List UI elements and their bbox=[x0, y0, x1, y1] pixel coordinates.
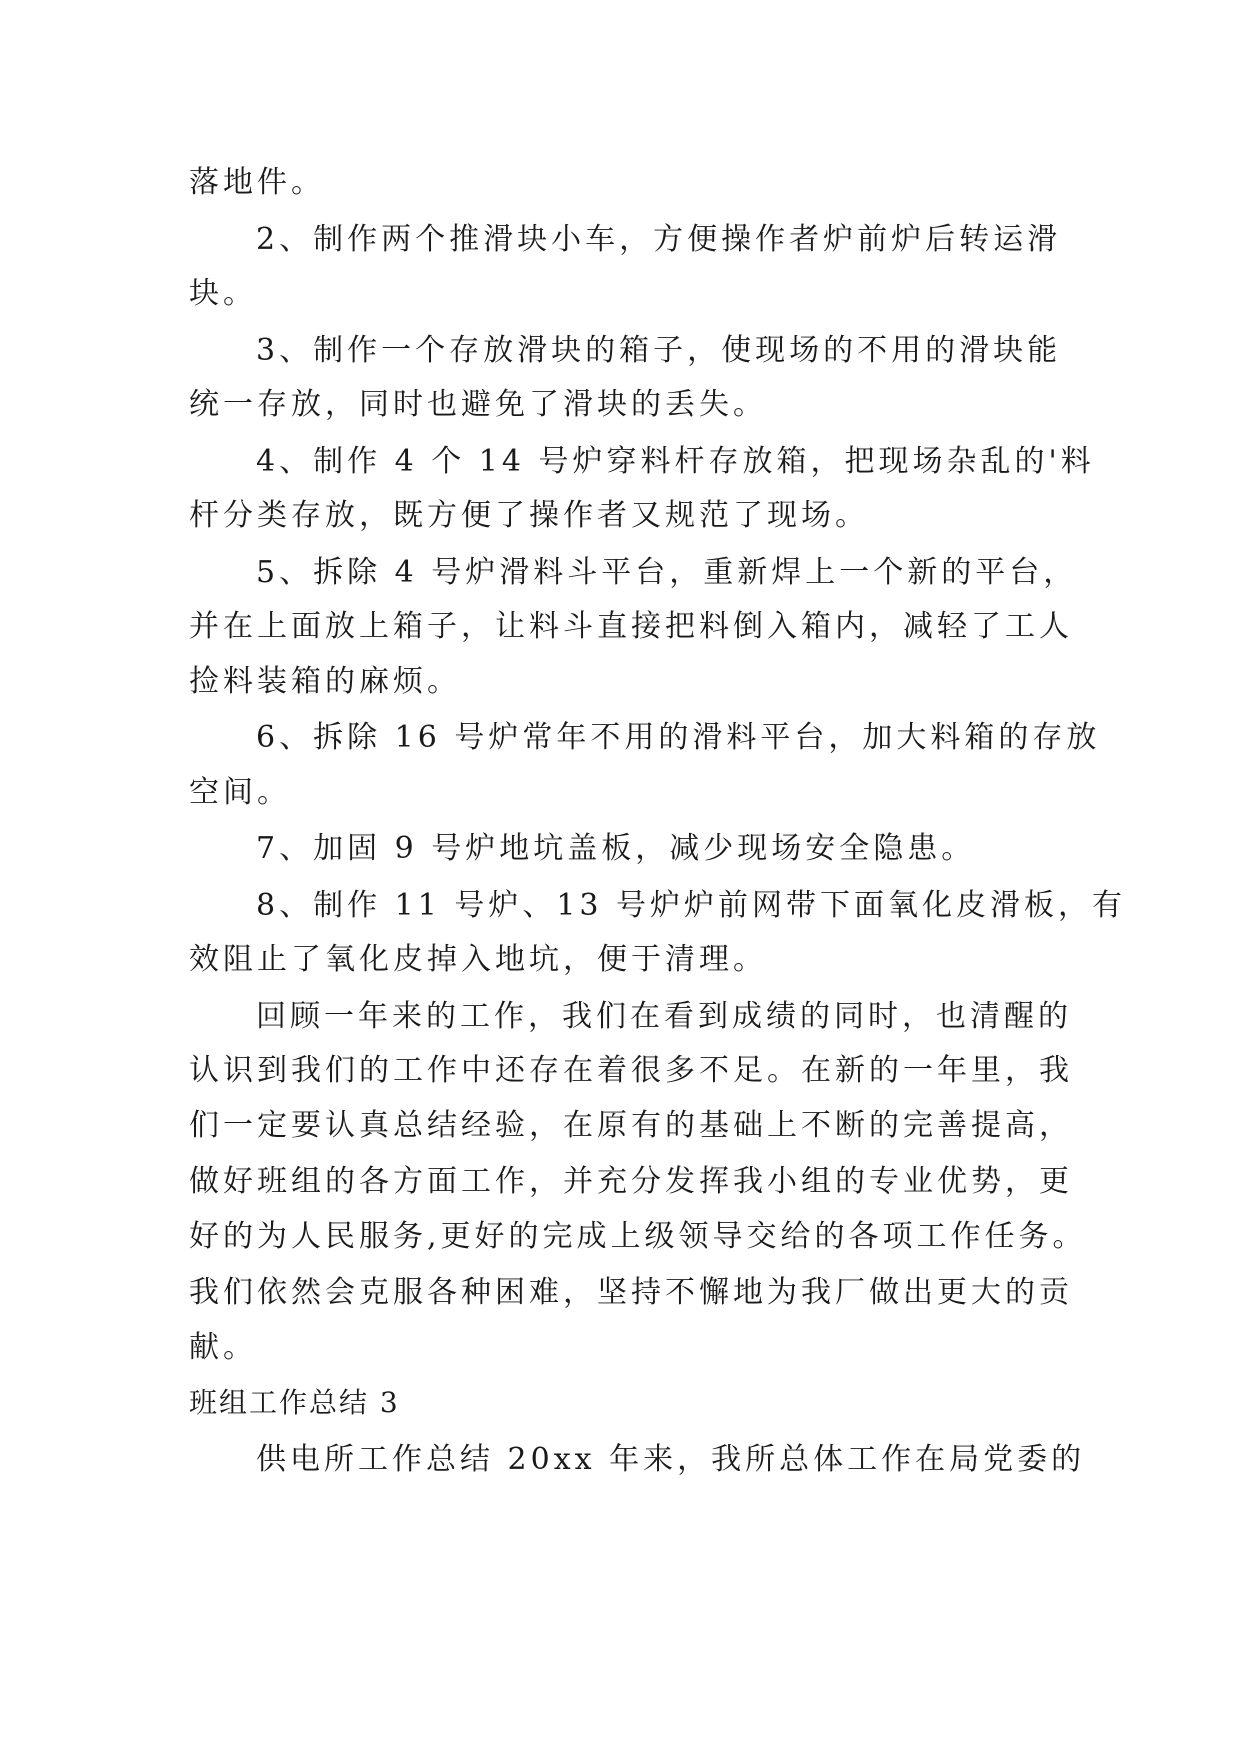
text-line: 杆分类存放，既方便了操作者又规范了现场。 bbox=[189, 498, 869, 533]
text-line: 3、制作一个存放滑块的箱子，使现场的不用的滑块能 bbox=[256, 333, 1062, 368]
text-line: 做好班组的各方面工作，并充分发挥我小组的专业优势，更 bbox=[189, 1164, 1073, 1199]
text-line: 6、拆除 16 号炉常年不用的滑料平台，加大料箱的存放 bbox=[256, 720, 1101, 755]
text-line: 供电所工作总结 20xx 年来，我所总体工作在局党委的 bbox=[256, 1442, 1086, 1477]
text-line: 捡料装箱的麻烦。 bbox=[189, 664, 461, 699]
text-line: 们一定要认真总结经验，在原有的基础上不断的完善提高， bbox=[189, 1108, 1073, 1143]
text-line: 空间。 bbox=[189, 775, 291, 810]
text-line: 8、制作 11 号炉、13 号炉炉前网带下面氧化皮滑板，有 bbox=[256, 888, 1127, 923]
text-line: 4、制作 4 个 14 号炉穿料杆存放箱，把现场杂乱的'料 bbox=[256, 444, 1095, 479]
text-line: 5、拆除 4 号炉滑料斗平台，重新焊上一个新的平台， bbox=[256, 555, 1078, 590]
text-line: 2、制作两个推滑块小车，方便操作者炉前炉后转运滑 bbox=[256, 222, 1062, 257]
text-line: 好的为人民服务,更好的完成上级领导交给的各项工作任务。 bbox=[189, 1219, 1087, 1254]
text-line: 落地件。 bbox=[189, 165, 325, 200]
text-line: 7、加固 9 号炉地坑盖板，减少现场安全隐患。 bbox=[256, 831, 976, 866]
section-heading: 班组工作总结 3 bbox=[189, 1386, 400, 1419]
text-line: 献。 bbox=[189, 1330, 257, 1365]
text-line: 回顾一年来的工作，我们在看到成绩的同时，也清醒的 bbox=[256, 999, 1072, 1034]
text-line: 我们依然会克服各种困难，坚持不懈地为我厂做出更大的贡 bbox=[189, 1275, 1073, 1310]
text-line: 统一存放，同时也避免了滑块的丢失。 bbox=[189, 387, 767, 422]
text-line: 块。 bbox=[189, 276, 257, 311]
text-line: 认识到我们的工作中还存在着很多不足。在新的一年里，我 bbox=[189, 1053, 1073, 1088]
text-line: 并在上面放上箱子，让料斗直接把料倒入箱内，减轻了工人 bbox=[189, 609, 1073, 644]
text-line: 效阻止了氧化皮掉入地坑，便于清理。 bbox=[189, 942, 767, 977]
